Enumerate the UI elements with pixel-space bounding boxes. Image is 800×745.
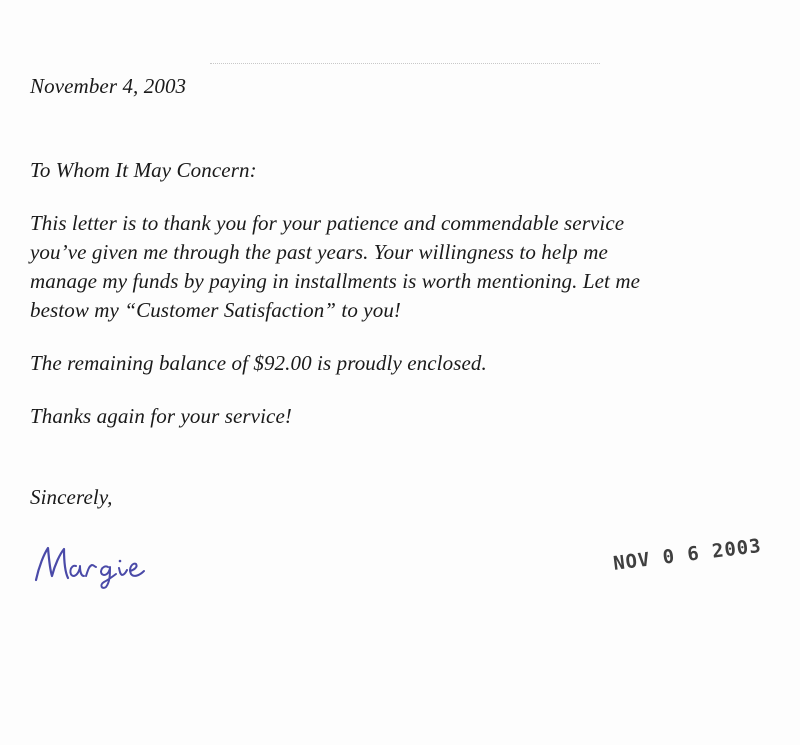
letter-paragraph [30, 209, 780, 325]
balance-line: The remaining balance of $92.00 is proudly enclosed. [30, 351, 487, 375]
thanks-line: Thanks again for your service! [30, 404, 292, 428]
paragraph-line: This letter is to thank you for your patience and commendable service [30, 211, 625, 235]
letter-salutation: To Whom It May Concern: [30, 158, 257, 182]
paragraph-line: you’ve given me through the past years. Your willingness to help me [30, 240, 608, 264]
signature-drawing [30, 540, 180, 590]
top-dotted-rule [210, 63, 600, 64]
handwritten-signature [30, 540, 180, 590]
received-date-stamp: NOV 0 6 2003 [612, 534, 763, 575]
paragraph-line: bestow my “Customer Satisfaction” to you! [30, 298, 402, 322]
letter-date: November 4, 2003 [30, 74, 187, 98]
letter-body [30, 72, 780, 512]
paragraph-line: manage my funds by paying in installments is worth mentioning. Let me [30, 269, 641, 293]
closing-line: Sincerely, [30, 485, 113, 509]
